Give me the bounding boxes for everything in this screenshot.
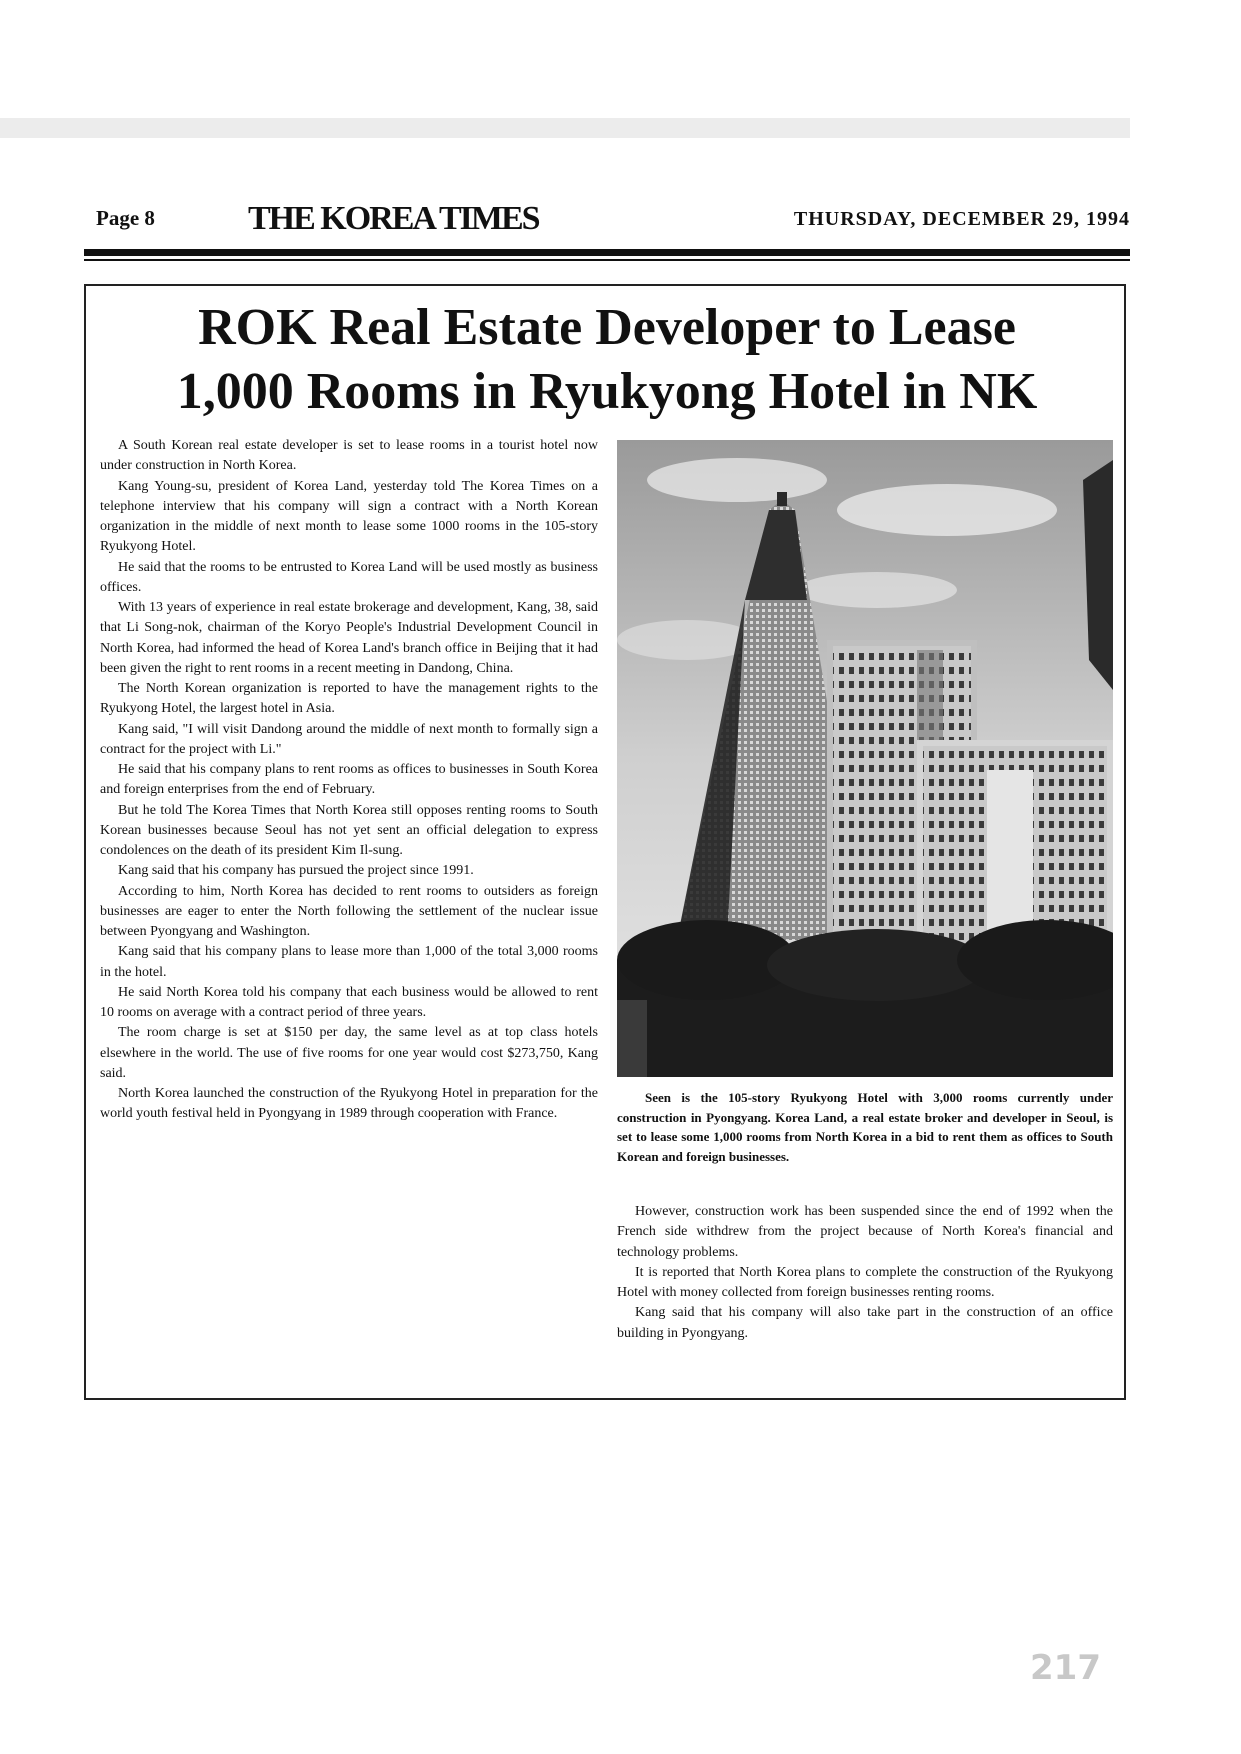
paragraph: With 13 years of experience in real estate brokerage and development, Kang, 38, said that Li Song-nok, chairman of the Koryo People's Industrial Development Council in North Korea, had informed the head of Korea Land's branch office in Beijing that it had been given the right to rent rooms in a recent meeting in Dandong, China. xyxy=(100,600,598,676)
paragraph: A South Korean real estate developer is set to lease rooms in a tourist hotel now under construction in North Korea. xyxy=(100,438,598,474)
paragraph: However, construction work has been suspended since the end of 1992 when the French side withdrew from the project because of North Korea's financial and technology problems. xyxy=(617,1204,1113,1260)
paragraph: According to him, North Korea has decided to rent rooms to outsiders as foreign businesses are eager to enter the North following the settlement of the nuclear issue between Pyongyang and Washington. xyxy=(100,883,598,939)
paragraph: Kang said that his company has pursued the project since 1991. xyxy=(118,863,474,879)
paragraph: The room charge is set at $150 per day, the same level as at top class hotels elsewhere in the world. The use of five rooms for one year would cost $273,750, Kang said. xyxy=(100,1025,598,1081)
headline-line-2: 1,000 Rooms in Ryukyong Hotel in NK xyxy=(176,363,1038,420)
top-gray-band xyxy=(0,118,1130,138)
headline-line-1: ROK Real Estate Developer to Lease xyxy=(198,299,1016,356)
paragraph: Kang said, "I will visit Dandong around the middle of next month to formally sign a contract for the project with Li." xyxy=(100,721,598,757)
paragraph: Kang Young-su, president of Korea Land, yesterday told The Korea Times on a telephone interview that his company will sign a contract with a North Korean organization in the middle of next month to lease some 1000 rooms in the 105-story Ryukyong Hotel. xyxy=(100,478,598,555)
hotel-photo xyxy=(617,440,1113,1077)
newspaper-masthead xyxy=(96,200,1130,236)
paragraph: He said that his company plans to rent rooms as offices to businesses in South Korea and foreign enterprises from the end of February. xyxy=(100,762,598,798)
masthead-rule-thick xyxy=(84,249,1130,256)
paragraph: He said North Korea told his company that each business would be allowed to rent 10 rooms on average with a contract period of three years. xyxy=(100,984,598,1020)
article-headline xyxy=(84,296,1130,424)
article-left-column xyxy=(100,436,598,1125)
issue-date: THURSDAY, DECEMBER 29, 1994 xyxy=(793,208,1130,230)
paragraph: But he told The Korea Times that North Korea still opposes renting rooms to South Korean businesses because Seoul has not yet sent an official delegation to express condolences on the death of its president Kim Il-sung. xyxy=(100,802,598,858)
paragraph: The North Korean organization is reported to have the management rights to the Ryukyong Hotel, the largest hotel in Asia. xyxy=(100,681,598,717)
paragraph: It is reported that North Korea plans to complete the construction of the Ryukyong Hotel with money collected from foreign businesses renting rooms. xyxy=(617,1264,1113,1300)
page-number: 217 xyxy=(1030,1648,1101,1688)
paragraph: Kang said that his company plans to lease more than 1,000 of the total 3,000 rooms in the hotel. xyxy=(100,944,598,980)
photo-caption: Seen is the 105-story Ryukyong Hotel with 3,000 rooms currently under construction in Pyongyang. Korea Land, a real estate broker and developer in Seoul, is set to lease some 1,000 rooms from North Korea in a bid to rent them as offices to South Korean and foreign businesses. xyxy=(617,1090,1113,1164)
newspaper-name: THE KOREA TIMES xyxy=(248,200,539,237)
paragraph: North Korea launched the construction of the Ryukyong Hotel in preparation for the world youth festival held in Pyongyang in 1989 through cooperation with France. xyxy=(100,1086,598,1122)
paragraph: He said that the rooms to be entrusted to Korea Land will be used mostly as business offices. xyxy=(100,559,598,595)
page-label: Page 8 xyxy=(96,206,155,230)
article-right-column xyxy=(617,1202,1113,1344)
masthead-rule-thin xyxy=(84,259,1130,261)
paragraph: Kang said that his company will also take part in the construction of an office building in Pyongyang. xyxy=(617,1305,1113,1341)
